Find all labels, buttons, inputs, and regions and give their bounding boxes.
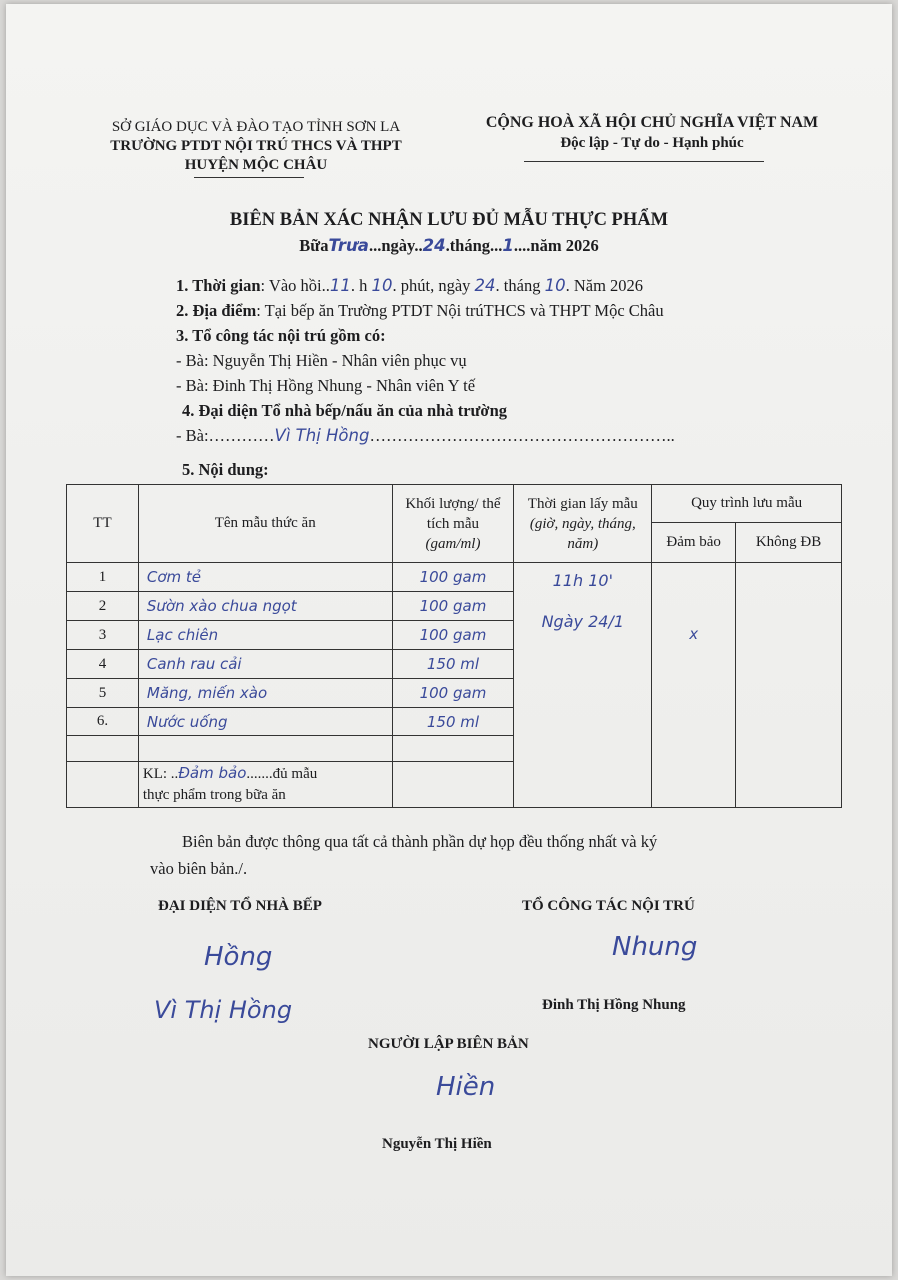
row-food-name: Sườn xào chua ngọt [138, 592, 392, 621]
text-fragment: KL: .. [142, 766, 179, 782]
recorder-sign-title: NGƯỜI LẬP BIÊN BẢN [368, 1036, 529, 1052]
sample-date-value: Ngày 24/1 [541, 612, 624, 631]
sample-time-cell [514, 563, 652, 808]
sample-time-value: 11h 10' [552, 571, 613, 590]
row-tt: 3 [67, 621, 139, 650]
closing-line-1: Biên bản được thông qua tất cả thành phần dự họp đều thống nhất và ký [182, 832, 658, 851]
minute-value: 10 [371, 276, 393, 295]
subtitle-month-label: .tháng... [445, 236, 503, 255]
national-header [466, 112, 838, 153]
header-food-name: Tên mẫu thức ăn [138, 485, 392, 563]
school-name: TRƯỜNG PTDT NỘI TRÚ THCS VÀ THPT [110, 138, 402, 154]
row-tt-empty [67, 736, 139, 762]
section-team-label: 3. Tổ công tác nội trú gồm có: [176, 326, 386, 345]
recorder-signature: Hiền [436, 1072, 496, 1102]
district-name: HUYỆN MỘC CHÂU [184, 157, 328, 173]
subtitle-meal-label: Bữa [299, 236, 329, 255]
motto: Độc lập - Tự do - Hạnh phúc [560, 135, 744, 151]
kitchen-sign-title: ĐẠI DIỆN TỔ NHÀ BẾP [158, 898, 322, 914]
recorder-name: Nguyễn Thị Hiền [382, 1136, 492, 1152]
text-fragment: ……………………………………………….. [369, 426, 675, 445]
row-amount-empty [392, 736, 514, 762]
section-location-label: 2. Địa điểm [176, 301, 257, 320]
row-amount: 100 gam [392, 621, 514, 650]
date-month-value: 10 [544, 276, 566, 295]
header-not-ok: Không ĐB [736, 523, 842, 563]
row-tt: 2 [67, 592, 139, 621]
row-food-name: Lạc chiên [138, 621, 392, 650]
row-food-name-empty [138, 736, 392, 762]
meal-value: Trưa [328, 236, 369, 255]
header-process: Quy trình lưu mẫu [652, 485, 842, 523]
not-ok-cell [736, 563, 842, 808]
document-subtitle [6, 236, 892, 256]
header-volume-text: Khối lượng/ thể tích mẫu [405, 495, 501, 532]
team-signer-name: Đinh Thị Hồng Nhung [542, 997, 686, 1013]
team-signature: Nhung [612, 932, 698, 962]
month-value: 1 [502, 236, 514, 255]
conclusion-cell [138, 762, 392, 808]
row-amount: 100 gam [392, 563, 514, 592]
subtitle-year-label: ....năm 2026 [513, 236, 599, 255]
header-sample-time [514, 485, 652, 563]
section-time [176, 276, 643, 296]
conclusion-tt [67, 762, 139, 808]
header-tt: TT [67, 485, 139, 563]
text-fragment: . h [350, 276, 372, 295]
kitchen-representative-name: Vì Thị Hồng [274, 426, 370, 445]
row-food-name: Cơm tẻ [138, 563, 392, 592]
header-time-text: Thời gian lấy mẫu [527, 495, 638, 512]
document-page [6, 4, 892, 1276]
header-volume [392, 485, 514, 563]
location-text: : Tại bếp ăn Trường PTDT Nội trúTHCS và THPT Mộc Châu [256, 301, 664, 320]
closing-line-2: vào biên bản./. [150, 859, 248, 878]
row-amount: 100 gam [392, 679, 514, 708]
header-volume-unit: (gam/ml) [425, 535, 481, 552]
school-header [86, 118, 426, 175]
country-name: CỘNG HOÀ XÃ HỘI CHỦ NGHĨA VIỆT NAM [485, 114, 819, 131]
conclusion-line2: thực phẩm trong bữa ăn [142, 787, 286, 803]
row-tt: 1 [67, 563, 139, 592]
department-name: SỞ GIÁO DỤC VÀ ĐÀO TẠO TỈNH SƠN LA [111, 119, 401, 135]
ok-cell [652, 563, 736, 808]
section-time-label: 1. Thời gian [176, 276, 261, 295]
team-member: - Bà: Đinh Thị Hồng Nhung - Nhân viên Y tế [176, 376, 476, 395]
kitchen-representative [176, 426, 675, 446]
header-left-underline [194, 177, 304, 178]
text-fragment: . Năm 2026 [565, 276, 644, 295]
section-kitchen-label: 4. Đại diện Tổ nhà bếp/nấu ăn của nhà trường [182, 401, 507, 420]
row-tt: 5 [67, 679, 139, 708]
row-tt: 6. [67, 708, 139, 736]
date-day-value: 24 [474, 276, 496, 295]
row-food-name: Nước uống [138, 708, 392, 736]
kitchen-handwritten-name: Vì Thị Hồng [154, 996, 293, 1024]
row-amount: 150 ml [392, 650, 514, 679]
hour-value: 11 [329, 276, 351, 295]
document-title: BIÊN BẢN XÁC NHẬN LƯU ĐỦ MẪU THỰC PHẨM [229, 210, 669, 230]
header-time-unit: (giờ, ngày, tháng, năm) [529, 515, 636, 552]
day-value: 24 [422, 236, 446, 255]
food-sample-table [66, 484, 842, 808]
row-amount: 150 ml [392, 708, 514, 736]
text-fragment: . tháng [495, 276, 545, 295]
kitchen-signature: Hồng [204, 942, 273, 972]
conclusion-amount [392, 762, 514, 808]
text-fragment: : Vào hồi.. [260, 276, 330, 295]
conclusion-value: Đảm bảo [178, 764, 247, 782]
text-fragment: - Bà:………… [176, 426, 275, 445]
header-right-underline [524, 161, 764, 162]
subtitle-day-label: ...ngày.. [368, 236, 423, 255]
row-food-name: Măng, miến xào [138, 679, 392, 708]
section-content-label: 5. Nội dung: [182, 460, 269, 479]
row-food-name: Canh rau cải [138, 650, 392, 679]
text-fragment: . phút, ngày [392, 276, 475, 295]
section-location [176, 301, 664, 321]
row-amount: 100 gam [392, 592, 514, 621]
text-fragment: .......đủ mẫu [246, 766, 318, 782]
header-ok: Đảm bảo [652, 523, 736, 563]
row-tt: 4 [67, 650, 139, 679]
ok-mark: x [689, 625, 699, 643]
team-member: - Bà: Nguyễn Thị Hiền - Nhân viên phục vụ [176, 351, 467, 370]
team-sign-title: TỔ CÔNG TÁC NỘI TRÚ [522, 898, 695, 914]
